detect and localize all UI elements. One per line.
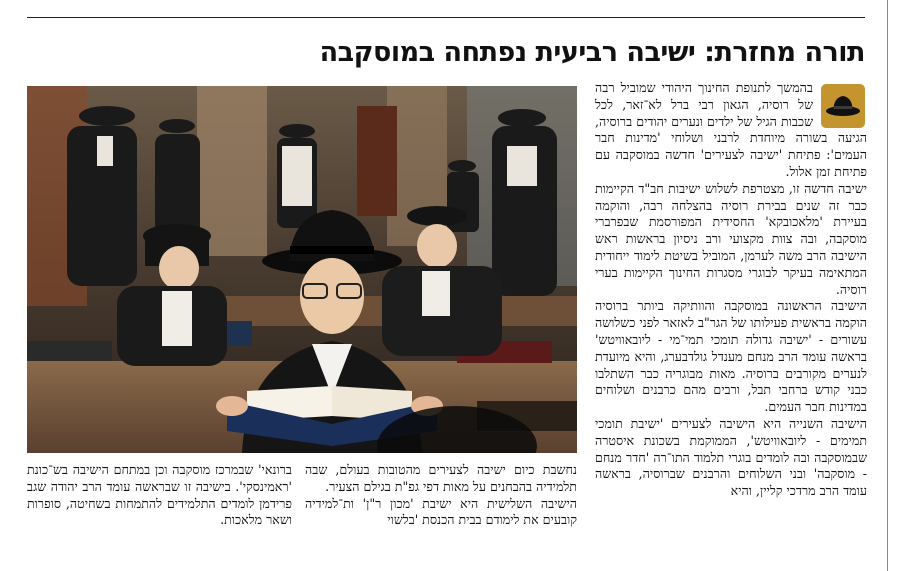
- paragraph: הישיבה הראשונה במוסקבה והוותיקה ביותר ברוסיה הוקמה בראשית פעילותו של הגר"ב לאזאר לפני כשלושה עשורים - 'ישיבה גדולה תומכי תמי־מי - ליובאוויטש' בראשה עומד הרב מנחם מענדל גולדבערג, והיא מיועדת לנערים מקורבים ברוסיה. מאות מבוגריה כבר השתלבו כבני קודש ברחבי תבל, ורבים מהם כרבנים ושלוחים במדינות חבר העמים.: [595, 298, 867, 415]
- bottom-left-column: [27, 462, 292, 562]
- paragraph: ברונאי' שבמרכז מוסקבה וכן במתחם הישיבה בש־כונת 'ראמינסקי'. בישיבה זו שבראשה עומד הרב יהודה שגב פרידמן לומדים התלמידים להתמחות בשחיטה, סופרות ושאר מלאכות.: [27, 462, 292, 528]
- paragraph: בהמשך לתנופת החינוך היהודי שמוביל רבה של רוסיה, הגאון רבי ברל לא־זאר, לכל שכבות הגיל של ילדים ונערים יהודים ברוסיה, הגיעה בשורה מיוחדת לרבני ושלוחי 'מדינות חבר העמים': פתיחת 'ישיבה לצעירים' חדשה במוסקבה עם פתיחת זמן אלול.: [595, 80, 867, 179]
- bottom-middle-column: [305, 462, 577, 562]
- column-rule: [887, 0, 888, 571]
- article-photo: [27, 86, 577, 453]
- badge-spacer: [813, 80, 867, 130]
- paragraph: הישיבה השנייה היא הישיבה לצעירים 'ישיבת תומכי תמימים - ליובאוויטש', הממוקמת בשכונת איסטרה שבמוסקבה ובה לומדים בוגרי תלמוד התו־רה 'חדר מנחם - מוסקבה' ובני השלוחים והרבנים שברוסיה, בראשה עומד הרב מרדכי קליין, והיא: [595, 415, 867, 499]
- top-rule: [27, 17, 865, 18]
- paragraph: ישיבה חדשה זו, מצטרפת לשלוש ישיבות חב"ד הקיימות כבר זה שנים בבירת רוסיה בהצלחה רבה, והוקמה בעיירת 'מלאכובקא' החסידית המפורסמת שבפרברי מוסקבה, ובה צוות מקצועי ורב ניסיון בראשות ראש הישיבה הרב משה לערמן, המוביל בשיטת לימוד ייחודית המתאימה בעיקר לבוגרי מסגרות החינוך הקיימות בערי רוסיה.: [595, 180, 867, 297]
- right-column: [595, 80, 867, 560]
- paragraph: נחשבת כיום ישיבה לצעירים מהטובות בעולם, שבה תלמידיה בהבחנים על מאות דפי גפ"ת בגילם הצעיר.: [305, 462, 577, 494]
- headline: תורה מחזרת: ישיבה רביעית נפתחה במוסקבה: [319, 37, 865, 68]
- paragraph: הישיבה השלישית היא ישיבת 'מכון ר"ן' ות־למידיה קובעים את לימודם בבית הכנסת 'בלשוי: [305, 495, 577, 528]
